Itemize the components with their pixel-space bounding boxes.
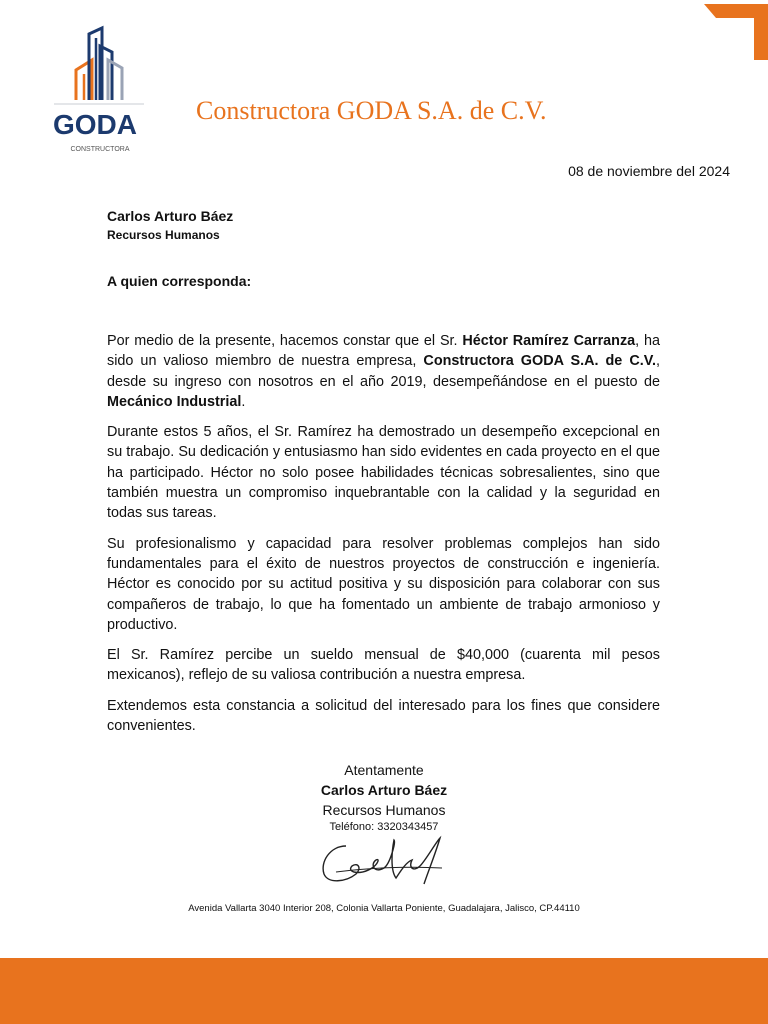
closing-department: Recursos Humanos — [322, 802, 446, 818]
logo-wordmark: GODA — [53, 109, 137, 140]
paragraph-5: Extendemos esta constancia a solicitud del interesado para los fines que considere convenientes. — [107, 697, 660, 735]
sender-name: Carlos Arturo Báez — [107, 208, 234, 224]
paragraph-2: Durante estos 5 años, el Sr. Ramírez ha demostrado un desempeño excepcional en su trabajo. Su dedicación y entusiasmo han sido evidentes en cada proyecto en el que ha participado. Héctor no solo posee habilidades técnicas sobresalientes, sino que también muestra un compromiso inquebrantable con la calidad y la seguridad en todas sus tareas. — [107, 424, 660, 522]
closing-block — [284, 760, 484, 835]
employee-name: Héctor Ramírez Carranza — [462, 333, 636, 349]
letter-date: 08 de noviembre del 2024 — [568, 163, 730, 179]
footer-bar — [0, 958, 768, 1024]
company-logo — [40, 22, 155, 157]
salutation: A quien corresponda: — [107, 273, 252, 289]
building-logo-icon — [40, 22, 155, 157]
closing-farewell: Atentamente — [344, 762, 424, 778]
logo-subtext: CONSTRUCTORA — [70, 146, 130, 153]
job-title: Mecánico Industrial — [107, 393, 242, 410]
letter-body — [107, 331, 660, 746]
paragraph-4: El Sr. Ramírez percibe un sueldo mensual de $40,000 (cuarenta mil pesos mexicanos), reflejo de su valiosa contribución a nuestra empresa. — [107, 647, 660, 684]
paragraph-3: Su profesionalismo y capacidad para resolver problemas complejos han sido fundamentales para el éxito de nuestros proyectos de construcción e ingeniería. Héctor es conocido por su actitud positiva y su disposición para colaborar con sus compañeros de trabajo, lo que ha fomentado un ambiente de trabajo armonioso y productivo. — [107, 535, 660, 633]
sender-department: Recursos Humanos — [107, 228, 220, 242]
company-address: Avenida Vallarta 3040 Interior 208, Colonia Vallarta Poniente, Guadalajara, Jalisco, CP.44110 — [188, 903, 580, 914]
corner-accent — [704, 0, 768, 64]
handwritten-signature — [316, 832, 456, 890]
closing-phone: Teléfono: 3320343457 — [329, 821, 439, 833]
closing-name: Carlos Arturo Báez — [320, 782, 448, 798]
paragraph-1: Por medio de la presente, hacemos constar que el Sr. Héctor Ramírez Carranza, ha sido un valioso miembro de nuestra empresa, Constructora GODA S.A. de C.V., desde su ingreso con nosotros en el año 2019, desempeñándose en el puesto de Mecánico Industrial. — [107, 333, 660, 410]
company-name-inline: Constructora GODA S.A. de C.V. — [423, 353, 656, 370]
company-name: Constructora GODA S.A. de C.V. — [196, 96, 547, 125]
